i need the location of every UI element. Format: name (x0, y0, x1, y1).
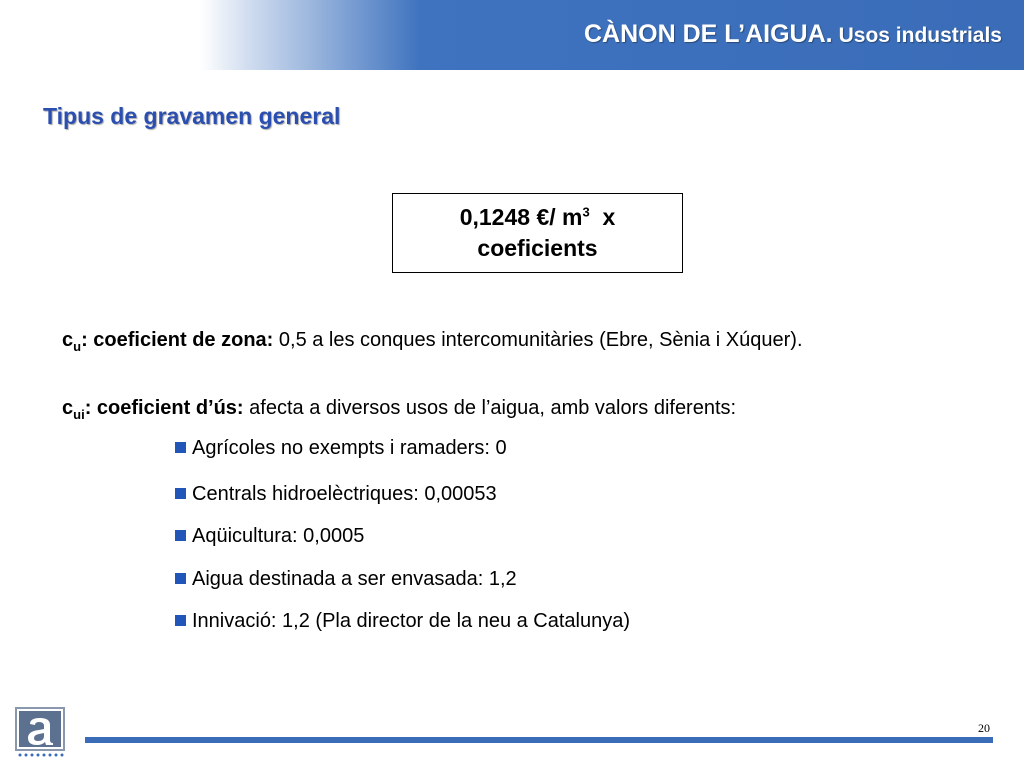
coefficient-zona-name: : coeficient de zona: (81, 329, 274, 351)
formula-exponent: 3 (582, 204, 590, 220)
coefficient-zona-description: 0,5 a les conques intercomunitàries (Ebre, Sènia i Xúquer). (278, 329, 803, 351)
list-item-label: Agrícoles no exempts i ramaders: 0 (192, 437, 507, 459)
coefficient-us (62, 394, 979, 422)
formula-line (393, 202, 682, 233)
list-item (175, 435, 507, 461)
formula-value: 0,1248 €/ m (459, 204, 583, 230)
coefficient-us-subscript: ui (73, 407, 85, 422)
bullet-square-icon (175, 442, 186, 453)
list-item-label: Centrals hidroelèctriques: 0,00053 (192, 483, 497, 505)
logo-icon (15, 707, 65, 759)
formula-box (392, 193, 683, 273)
coefficient-zona (62, 326, 979, 354)
list-item (175, 523, 364, 549)
slide-title (584, 20, 1002, 49)
coefficient-zona-subscript: u (73, 339, 82, 354)
bullet-square-icon (175, 615, 186, 626)
page-number: 20 (978, 721, 990, 735)
bullet-square-icon (175, 488, 186, 499)
list-item-label: Innivació: 1,2 (Pla director de la neu a Catalunya) (192, 610, 631, 632)
slide-title-main: CÀNON DE L’AIGUA. (583, 20, 833, 48)
bullet-square-icon (175, 573, 186, 584)
slide-title-sub: Usos industrials (838, 24, 1002, 47)
list-item (175, 566, 517, 592)
list-item-label: Aqüicultura: 0,0005 (192, 525, 365, 547)
coefficient-zona-symbol: c (62, 329, 74, 351)
list-item (175, 608, 630, 634)
section-title: Tipus de gravamen general (43, 103, 341, 129)
list-item (175, 481, 497, 507)
bullet-square-icon (175, 530, 186, 541)
list-item-label: Aigua destinada a ser envasada: 1,2 (192, 568, 517, 590)
coefficient-us-symbol: c (62, 397, 74, 419)
footer-divider (85, 737, 993, 743)
header-banner (0, 0, 1024, 70)
formula-operator: x (602, 204, 616, 230)
formula-label: coeficients (477, 235, 598, 261)
coefficient-us-description: afecta a diversos usos de l’aigua, amb valors diferents: (249, 397, 737, 419)
coefficient-us-name: : coeficient d’ús: (84, 397, 244, 419)
